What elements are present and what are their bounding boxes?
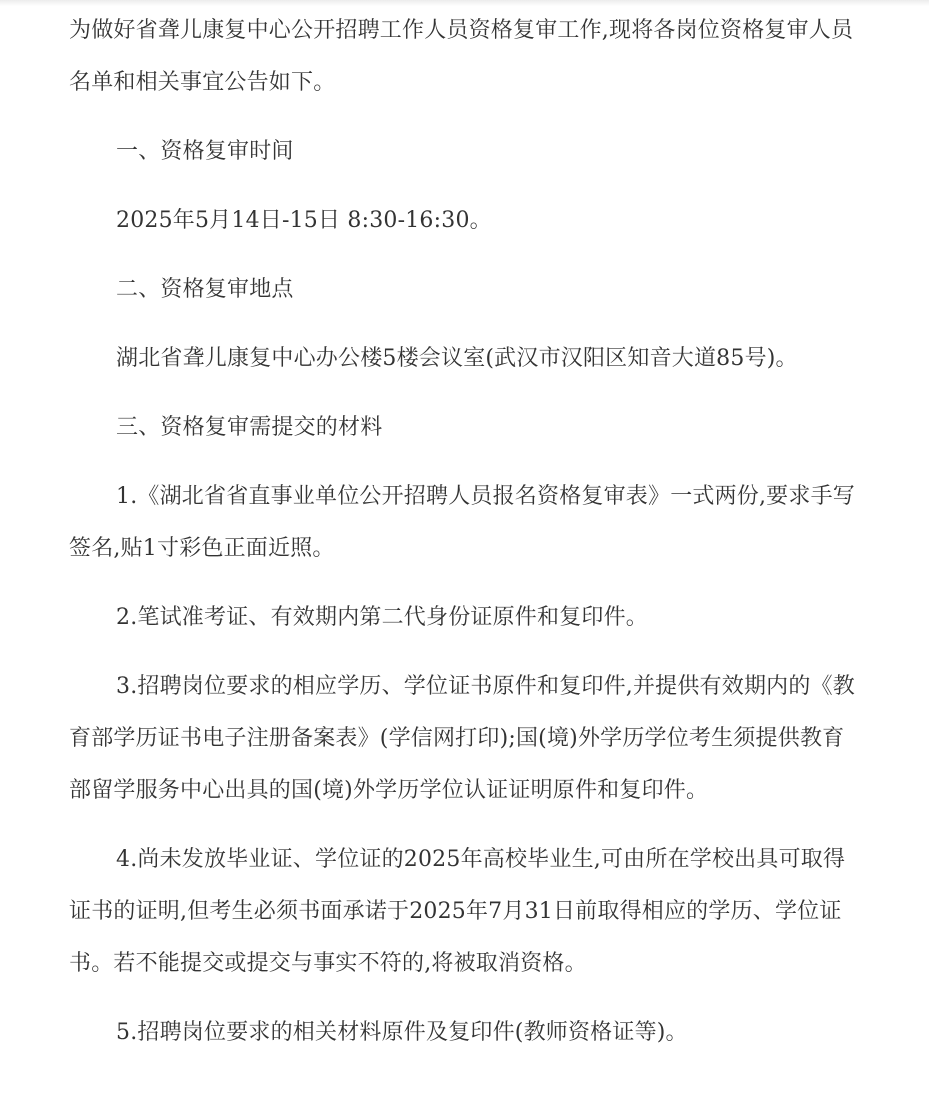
review-location-text: 湖北省聋儿康复中心办公楼5楼会议室(武汉市汉阳区知音大道85号)。 (116, 346, 798, 371)
material-item-2: 2.笔试准考证、有效期内第二代身份证原件和复印件。 (116, 605, 648, 630)
section-heading-location: 二、资格复审地点 (116, 277, 294, 302)
announcement-article (69, 5, 859, 1076)
material-item-3: 3.招聘岗位要求的相应学历、学位证书原件和复印件,并提供有效期内的《教育部学历证书电子注册备案表》(学信网打印);国(境)外学历学位考生须提供教育部留学服务中心出具的国(境)外学历学位认证证明原件和复印件。 (69, 674, 855, 803)
section-heading-time: 一、资格复审时间 (116, 139, 294, 164)
section-heading-materials: 三、资格复审需提交的材料 (116, 415, 383, 440)
review-time-text: 2025年5月14日-15日 8:30-16:30。 (116, 208, 492, 233)
material-item-4: 4.尚未发放毕业证、学位证的2025年高校毕业生,可由所在学校出具可取得证书的证明,但考生必须书面承诺于2025年7月31日前取得相应的学历、学位证书。若不能提交或提交与事实不符的,将被取消资格。 (69, 847, 846, 976)
intro-paragraph: 为做好省聋儿康复中心公开招聘工作人员资格复审工作,现将各岗位资格复审人员名单和相关事宜公告如下。 (69, 18, 854, 95)
material-item-1: 1.《湖北省省直事业单位公开招聘人员报名资格复审表》一式两份,要求手写签名,贴1寸彩色正面近照。 (69, 484, 855, 561)
material-item-5: 5.招聘岗位要求的相关材料原件及复印件(教师资格证等)。 (116, 1020, 688, 1045)
